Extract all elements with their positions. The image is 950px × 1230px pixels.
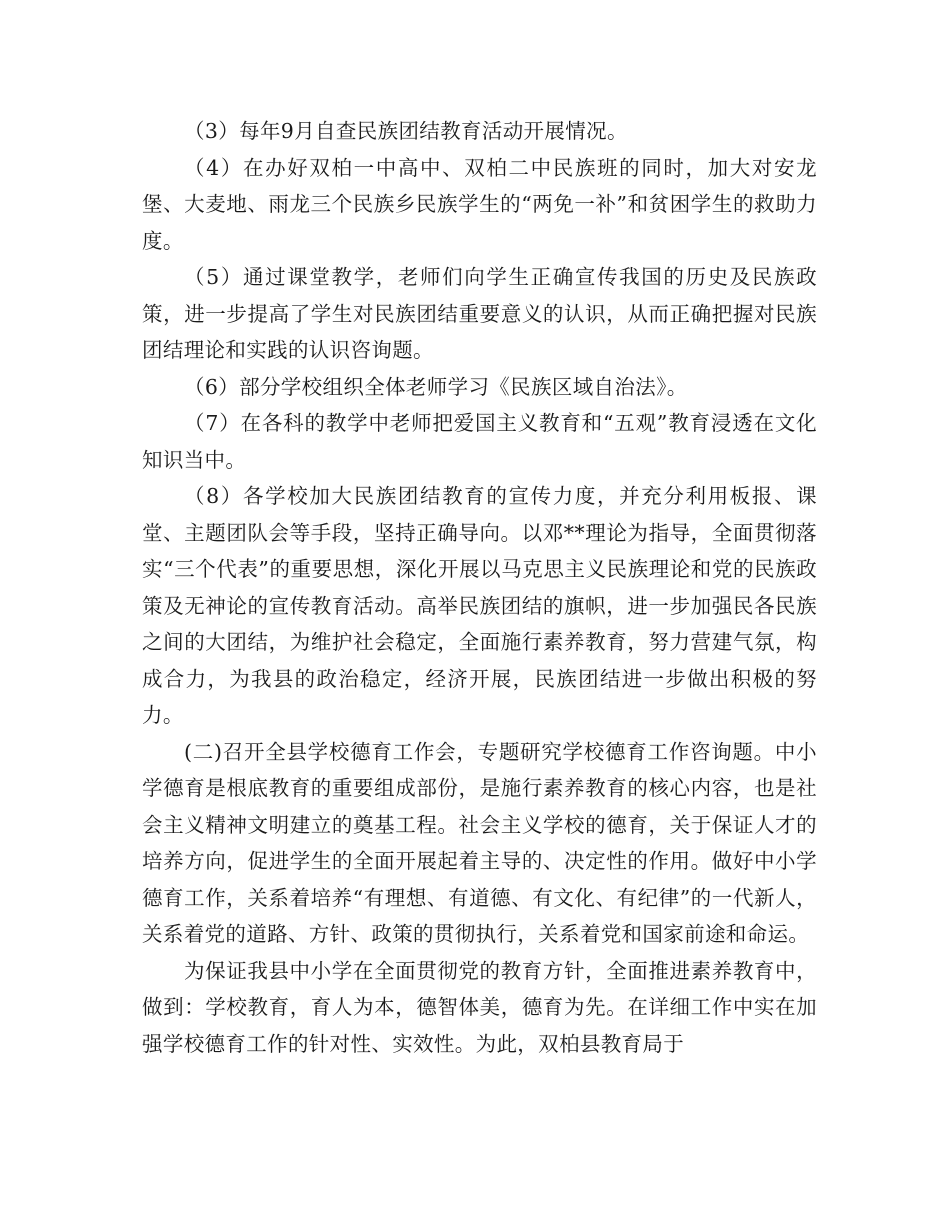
document-body <box>142 113 817 1062</box>
paragraph-conclusion: 为保证我县中小学在全面贯彻党的教育方针，全面推进素养教育中，做到：学校教育，育人为本，德智体美，德育为先。在详细工作中实在加强学校德育工作的针对性、实效性。为此，双柏县教育局于 <box>142 958 817 1056</box>
paragraph-item-7: （7）在各科的教学中老师把爱国主义教育和“五观”教育浸透在文化知识当中。 <box>142 411 817 472</box>
paragraph-section-2: (二)召开全县学校德育工作会，专题研究学校德育工作咨询题。中小学德育是根底教育的重要组成部份，是施行素养教育的核心内容，也是社会主义精神文明建立的奠基工程。社会主义学校的德育，关于保证人才的培养方向，促进学生的全面开展起着主导的、决定性的作用。做好中小学德育工作，关系着培养“有理想、有道德、有文化、有纪律”的一代新人，关系着党的道路、方针、政策的贯彻执行，关系着党和国家前途和命运。 <box>142 739 817 946</box>
paragraph-item-4: （4）在办好双柏一中高中、双柏二中民族班的同时，加大对安龙堡、大麦地、雨龙三个民族乡民族学生的“两免一补”和贫困学生的救助力度。 <box>142 155 817 253</box>
paragraph-item-5: （5）通过课堂教学，老师们向学生正确宣传我国的历史及民族政策，进一步提高了学生对民族团结重要意义的认识，从而正确把握对民族团结理论和实践的认识咨询题。 <box>142 265 817 362</box>
paragraph-item-6: （6）部分学校组织全体老师学习《民族区域自治法》。 <box>184 374 688 399</box>
paragraph-item-8: （8）各学校加大民族团结教育的宣传力度，并充分利用板报、课堂、主题团队会等手段，坚持正确导向。以邓**理论为指导，全面贯彻落实“三个代表”的重要思想，深化开展以马克思主义民族理论和党的民族政策及无神论的宣传教育活动。高举民族团结的旗帜，进一步加强民各民族之间的大团结，为维护社会稳定，全面施行素养教育，努力营建气氛，构成合力，为我县的政治稳定，经济开展，民族团结进一步做出积极的努力。 <box>142 484 817 727</box>
paragraph-item-3: （3）每年9月自查民族团结教育活动开展情况。 <box>184 119 628 143</box>
